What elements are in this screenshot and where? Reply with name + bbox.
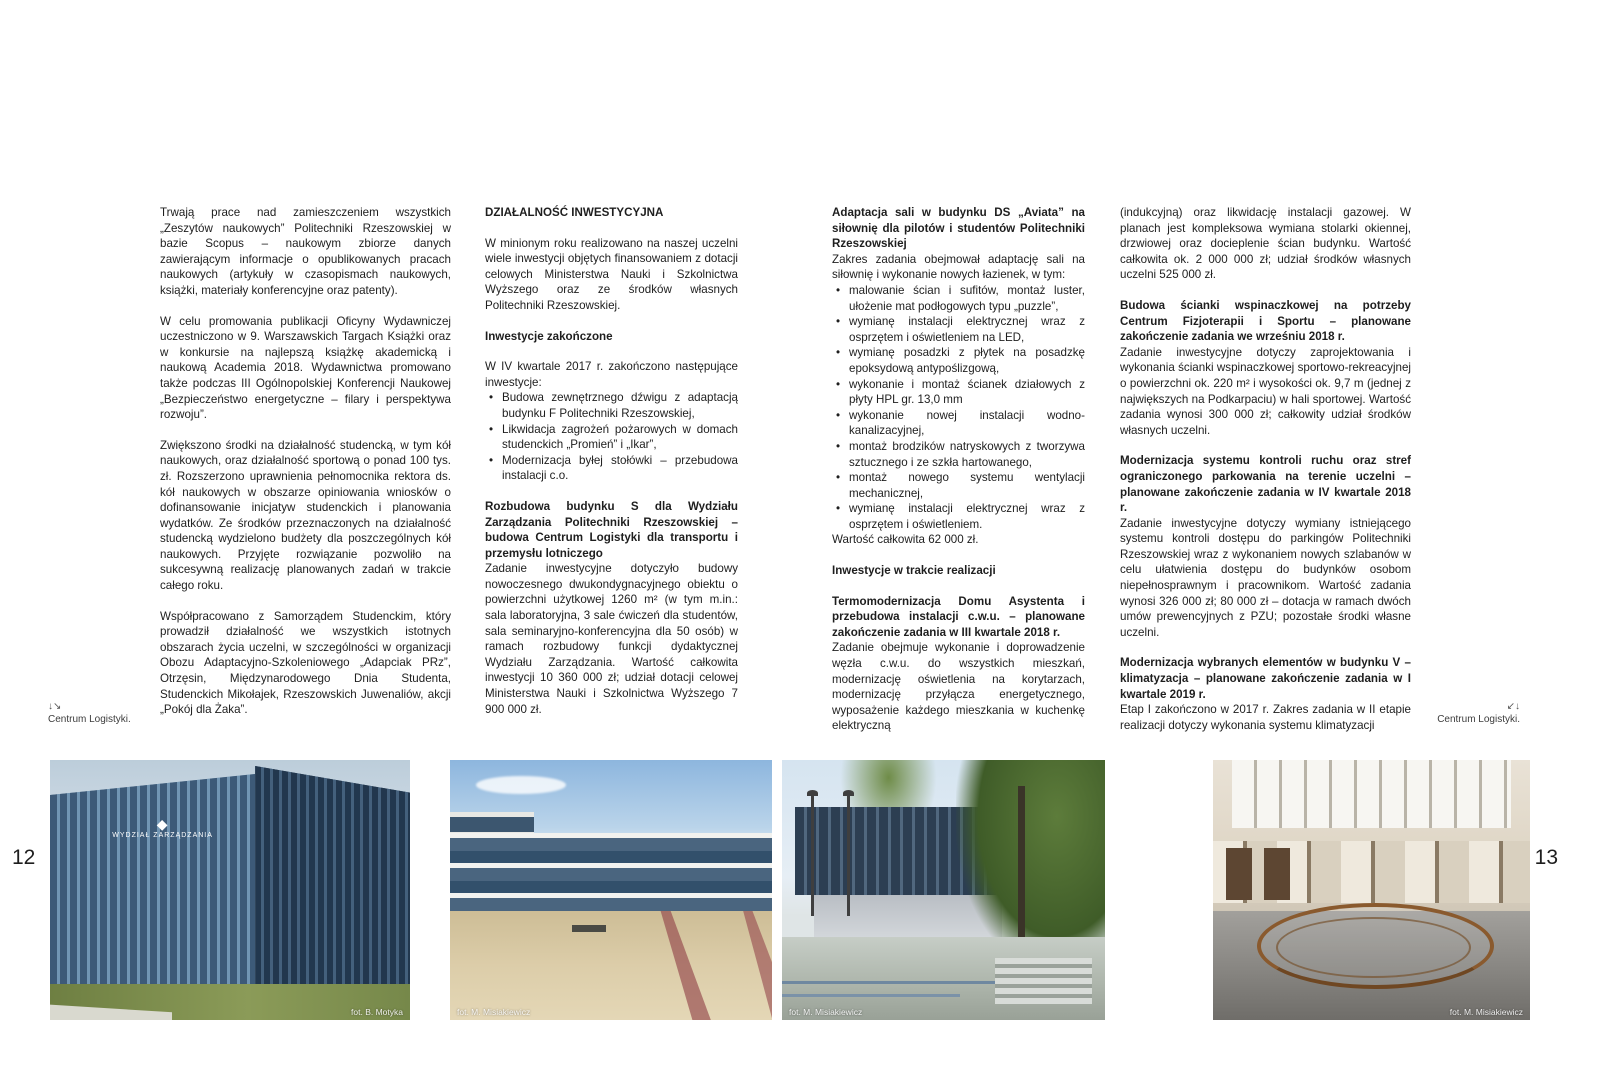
bullet-item: • Modernizacja byłej stołówki – przebudowa instalacji c.o.	[485, 453, 738, 484]
investment-heading: Termomodernizacja Domu Asystenta i przebudowa instalacji c.w.u. – planowane zakończenie zadania w III kwartale 2018 r.	[832, 594, 1085, 639]
photo-door	[1264, 848, 1290, 900]
paragraph: Trwają prace nad zamieszczeniem wszystkich „Zeszytów naukowych” Politechniki Rzeszowskiej w bazie Scopus – naukowym zbiorze danych zawierającym informacje o opublikowanych pracach naukowych (artykuły w czasopismach naukowych, książki, materiały konferencyjne oraz patenty).	[160, 206, 451, 297]
bullet-list	[485, 390, 738, 484]
bullet-item: • Likwidacja zagrożeń pożarowych w domach studenckich „Promień” i „Ikar”,	[485, 422, 738, 453]
page-number-right: 13	[1534, 846, 1558, 869]
text-column-1	[160, 205, 451, 733]
photo-railing	[782, 994, 960, 997]
paragraph: Zakres zadania obejmował adaptację sali na siłownię i wykonanie nowych łazienek, w tym:	[832, 252, 1085, 282]
down-left-arrows-icon: ↙↓	[1506, 701, 1520, 712]
logo-diamond-icon: ◆	[156, 816, 169, 833]
building-logo	[108, 817, 218, 840]
photo-cloud	[476, 776, 566, 794]
photo-building-facade	[255, 766, 410, 988]
photo-building-exterior-2	[450, 760, 772, 1020]
bullet-list	[832, 283, 1085, 533]
logo-text: WYDZIAŁ ZARZĄDZANIA	[112, 832, 213, 840]
photo-interior-atrium	[1213, 760, 1530, 1020]
photo-bench	[572, 925, 606, 932]
photo-credit: fot. M. Misiakiewicz	[457, 1007, 531, 1017]
paragraph: Zadanie inwestycyjne dotyczy wymiany istniejącego systemu kontroli dostępu do parkingów Politechniki Rzeszowskiej wraz z wykonaniem nowych szlabanów w celu ułatwienia dostępu do budynków osobom niepełnosprawnym i pracownikom. Wartość zadania wynosi 326 000 zł; 80 000 zł – dotacja w ramach dwóch umów prewencyjnych z PZU; pozostałe środki własne uczelni.	[1120, 516, 1411, 639]
photo-building-facade	[50, 774, 255, 984]
photo-gallery-windows	[1213, 841, 1530, 903]
bullet-item: • wykonanie nowej instalacji wodno-kanalizacyjnej,	[832, 408, 1085, 439]
photo-credit: fot. B. Motyka	[351, 1007, 403, 1017]
paragraph: Zadanie obejmuje wykonanie i doprowadzenie węzła c.w.u. do wszystkich mieszkań, modernizację oświetlenia na korytarzach, modernizację przyłącza energetycznego, wyposażenie każdego mieszkania w kuchenkę elektryczną	[832, 641, 1085, 733]
photo-stairs	[995, 958, 1092, 1005]
bullet-item: • wymianę instalacji elektrycznej wraz z osprzętem i oświetleniem.	[832, 501, 1085, 532]
photo-credit: fot. M. Misiakiewicz	[1449, 1007, 1523, 1017]
photo-reference-label: Centrum Logistyki.	[48, 714, 131, 725]
paragraph: W celu promowania publikacji Oficyny Wydawniczej uczestniczono w 9. Warszawskich Targach Książki oraz w konkursie na najlepszą książkę akademicką i naukową Academia 2018. Wydawnictwa promowano także podczas III Ogólnopolskiej Konferencji Naukowej „Bezpieczeństwo energetyczne – filary i perspektywa rozwoju”.	[160, 314, 451, 422]
down-right-arrows-icon: ↓↘	[48, 701, 62, 712]
photo-building-exterior-1	[50, 760, 410, 1020]
bullet-item: • malowanie ścian i sufitów, montaż luster, ułożenie mat podłogowych typu „puzzle”,	[832, 283, 1085, 314]
investment-heading-text: Rozbudowa budynku S dla Wydziału Zarządzania Politechniki Rzeszowskiej – budowa Centrum Logistyki dla transportu i przemysłu lotniczego	[485, 499, 738, 560]
bullet-item: • montaż brodzików natryskowych z tworzywa sztucznego i ze szkła hartowanego,	[832, 439, 1085, 470]
photo-lamp-post	[847, 796, 850, 916]
paragraph: Wartość całkowita 62 000 zł.	[832, 533, 979, 547]
bullet-item: • Budowa zewnętrznego dźwigu z adaptacją budynku F Politechniki Rzeszowskiej,	[485, 390, 738, 421]
paragraph: (indukcyjną) oraz likwidację instalacji gazowej. W planach jest kompleksowa wymiana stolarki okiennej, drzwiowej oraz docieplenie ścian budynku. Wartość całkowita ok. 2 000 000 zł; udział środków własnych uczelni 525 000 zł.	[1120, 206, 1411, 282]
text-column-4	[1120, 205, 1411, 733]
photo-door	[1226, 848, 1252, 900]
photo-reference-note-left	[48, 700, 131, 726]
investment-heading: Budowa ścianki wspinaczkowej na potrzeby Centrum Fizjoterapii i Sportu – planowane zakończenie zadania we wrześniu 2018 r.	[1120, 298, 1411, 344]
investment-heading	[485, 499, 738, 561]
paragraph: Zwiększono środki na działalność studencką, w tym kół naukowych, oraz działalność sportową o ponad 100 tys. zł. Rozszerzono uprawnienia pełnomocnika rektora ds. kół naukowych w obszarze opiniowania wniosków o dofinansowanie inicjatyw studenckich i planowania wydatków. Ze środków przeznaczonych na działalność studencką wydzielono budżety dla poszczególnych kół naukowych. Przyjęte rozwiązanie pozwoliło na sukcesywną realizację planowanych zadań w trakcie całego roku.	[160, 438, 451, 593]
section-heading: DZIAŁALNOŚĆ INWESTYCYJNA	[485, 206, 664, 219]
paragraph: W IV kwartale 2017 r. zakończono następujące inwestycje:	[485, 360, 738, 389]
paragraph: W minionym roku realizowano na naszej uczelni wiele inwestycji objętych finansowaniem z dotacji celowych Ministerstwa Nauki i Szkolnictwa Wyższego oraz ze środków własnych Politechniki Rzeszowskiej.	[485, 236, 738, 312]
paragraph: Zadanie inwestycyjne dotyczy zaprojektowania i wykonania ścianki wspinaczkowej sportowo-rekreacyjnej o powierzchni ok. 220 m² i wysokości ok. 9,7 m (jednej z największych na Podkarpaciu) w hali sportowej. Wartość zadania wynosi 300 000 zł; całkowity udział środków własnych uczelni.	[1120, 345, 1411, 437]
bullet-item: • wykonanie i montaż ścianek działowych z płyty HPL gr. 13,0 mm	[832, 377, 1085, 408]
photo-building-exterior-3	[782, 760, 1105, 1020]
photo-railing	[782, 981, 1008, 984]
investment-heading: Adaptacja sali w budynku DS „Aviata” na siłownię dla pilotów i studentów Politechniki Rzeszowskiej	[832, 206, 1085, 251]
photo-credit: fot. M. Misiakiewicz	[789, 1007, 863, 1017]
bullet-item: • montaż nowego systemu wentylacji mechanicznej,	[832, 470, 1085, 501]
photo-skylight	[1232, 760, 1511, 828]
photo-plaza	[450, 911, 772, 1020]
text-column-3	[832, 205, 1085, 734]
photo-reference-label: Centrum Logistyki.	[1437, 714, 1520, 725]
subsection-heading: Inwestycje w trakcie realizacji	[832, 564, 996, 578]
paragraph: Etap I zakończono w 2017 r. Zakres zadania w II etapie realizacji dotyczy wykonania systemu klimatyzacji	[1120, 703, 1411, 732]
paragraph: Zadanie inwestycyjne dotyczyło budowy nowoczesnego dwukondygnacyjnego obiektu o powierzchni użytkowej 1260 m² (w tym m.in.: sala laboratoryjna, 3 sale ćwiczeń dla studentów, sala seminaryjno-konferencyjna dla 50 osób) w ramach rozbudowy funkcji dydaktycznej Wydziału Zarządzania. Wartość całkowita inwestycji 10 360 000 zł; udział dotacji celowej Ministerstwa Nauki i Szkolnictwa Wyższego 7 900 000 zł.	[485, 562, 738, 716]
subsection-heading: Inwestycje zakończone	[485, 329, 613, 343]
investment-heading: Modernizacja systemu kontroli ruchu oraz stref ograniczonego parkowania na terenie uczelni – planowane zakończenie zadania w IV kwartale 2018 r.	[1120, 454, 1411, 515]
photo-reference-note-right	[1437, 700, 1520, 726]
page-number-left: 12	[12, 846, 36, 869]
photo-circular-railing-inner	[1276, 917, 1470, 978]
bullet-item: • wymianę posadzki z płytek na posadzkę epoksydową antypoślizgową,	[832, 345, 1085, 376]
photo-lamp-post	[811, 796, 814, 916]
photo-building-facade	[450, 833, 772, 911]
investment-heading: Modernizacja wybranych elementów w budynku V – klimatyzacja – planowane zakończenie zadania w I kwartale 2019 r.	[1120, 656, 1411, 701]
text-column-2	[485, 205, 738, 717]
bullet-item: • wymianę instalacji elektrycznej wraz z osprzętem i oświetleniem na LED,	[832, 314, 1085, 345]
paragraph: Współpracowano z Samorządem Studenckim, który prowadził działalność we wszystkich istotnych obszarach życia uczelni, w szczególności w organizacji Obozu Adaptacyjno-Szkoleniowego „Adapciak PRz”, Otrzęsin, Międzynarodowego Dnia Studenta, Studenckich Mikołajek, Rzeszowskich Juwenaliów, akcji „Pokój dla Żaka”.	[160, 609, 451, 717]
